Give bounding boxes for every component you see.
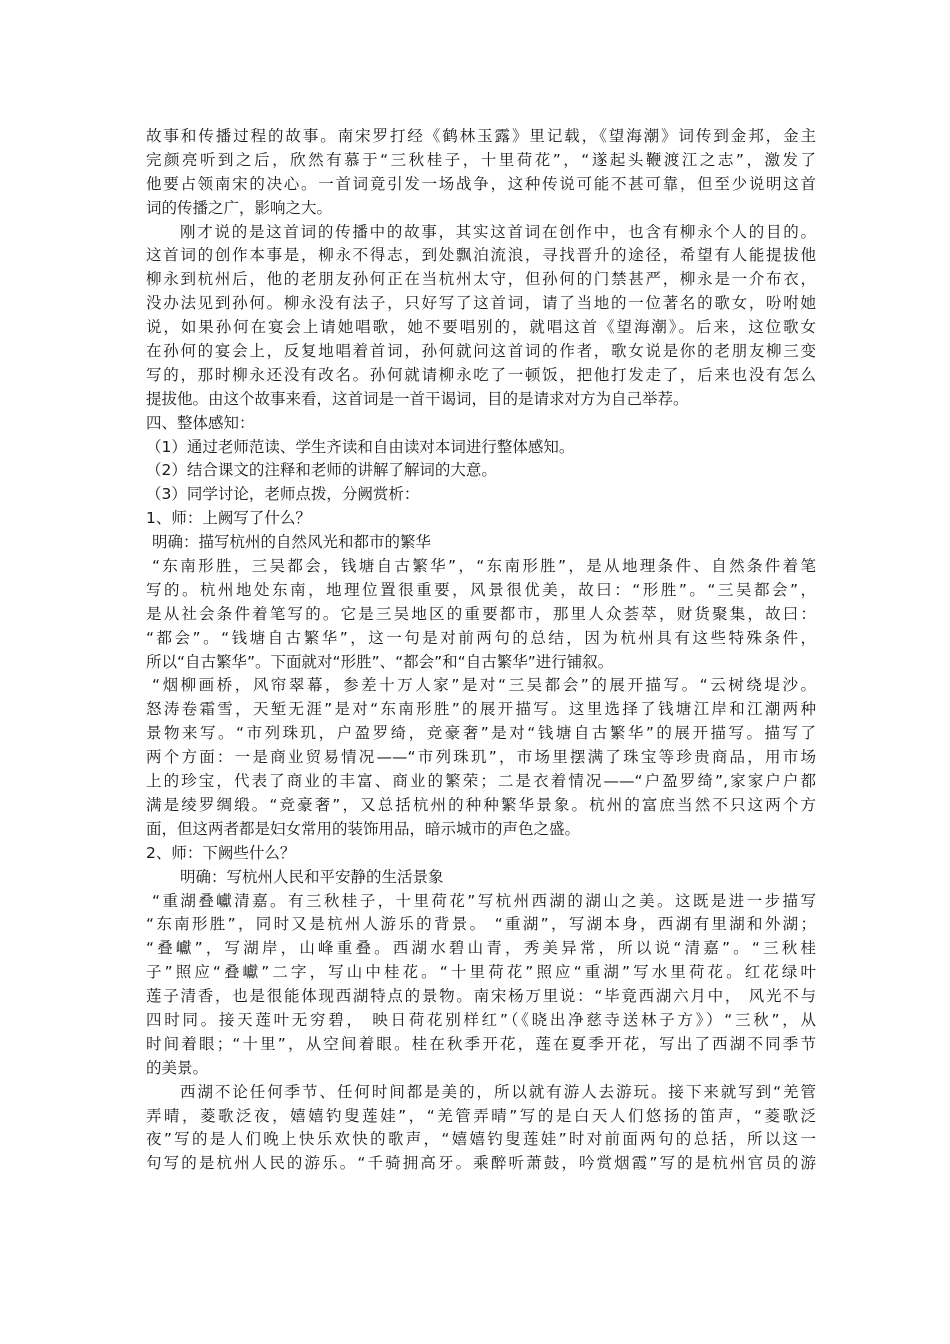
text-line: “东南形胜，三吴都会，钱塘自古繁华”，“东南形胜”，是从地理条件、自然条件着笔: [152, 557, 816, 576]
text-line: 夜”写的是人们晚上快乐欢快的歌声，“嬉嬉钓叟莲娃”时对前面两句的总括，所以这一: [146, 1130, 816, 1149]
text-line: 景物来写。“市列珠玑，户盈罗绮，竞豪奢”是对“钱塘自古繁华”的展开描写。描写了: [146, 724, 816, 743]
text-line: 怒涛卷霜雪，天堑无涯”是对“东南形胜”的展开描写。这里选择了钱塘江岸和江潮两种: [146, 700, 816, 719]
text-line: 故事和传播过程的故事。南宋罗打经《鹤林玉露》里记载，《望海潮》词传到金邦，金主: [146, 127, 816, 145]
text-line: 弄晴，菱歌泛夜，嬉嬉钓叟莲娃”，“羌管弄晴”写的是白天人们悠扬的笛声，“菱歌泛: [146, 1106, 816, 1125]
document-body: [146, 125, 816, 1176]
text-line: 提拔他。由这个故事来看，这首词是一首干谒词，目的是请求对方为自己举荐。: [146, 389, 689, 408]
section-heading: 四、整体感知：: [146, 413, 255, 432]
text-line: 句写的是杭州人民的游乐。“千骑拥高牙。乘醉听萧鼓，吟赏烟霞”写的是杭州官员的游: [146, 1154, 816, 1173]
text-line: 时间着眼；“十里”，从空间着眼。桂在秋季开花，莲在夏季开花，写出了西湖不同季节: [146, 1034, 816, 1053]
text-line: 莲子清香，也是很能体现西湖特点的景物。南宋杨万里说：“毕竟西湖六月中， 风光不与: [146, 987, 816, 1006]
text-line: 完颜亮听到之后，欣然有慕于“三秋桂子，十里荷花”，“遂起头鞭渡江之志”，激发了: [146, 150, 816, 169]
list-item: （1）通过老师范读、学生齐读和自由读对本词进行整体感知。: [146, 437, 575, 456]
text-line: 是从社会条件着笔写的。它是三吴地区的重要都市，那里人众荟萃，财货聚集，故曰：: [146, 604, 816, 623]
text-line: “都会”。“钱塘自古繁华”，这一句是对前两句的总结，因为杭州具有这些特殊条件，: [146, 628, 816, 647]
text-line: 面，但这两者都是妇女常用的装饰用品，暗示城市的声色之盛。: [146, 819, 581, 838]
text-line: “重湖叠巘清嘉。有三秋桂子，十里荷花”写杭州西湖的湖山之美。这既是进一步描写: [152, 891, 816, 910]
paragraph-start-line: 西湖不论任何季节、任何时间都是美的，所以就有游人去游玩。接下来就写到“羌管: [180, 1082, 816, 1101]
question-heading: 2、师：下阙些什么？: [146, 843, 296, 862]
text-line: “烟柳画桥，风帘翠幕，参差十万人家”是对“三吴都会”的展开描写。“云树绕堤沙。: [152, 676, 816, 695]
answer-line: 明确：描写杭州的自然风光和都市的繁华: [152, 533, 432, 552]
text-line: 在孙何的宴会上，反复地唱着首词，孙何就问这首词的作者，歌女说是你的老朋友柳三变: [146, 342, 816, 361]
text-line: 词的传播之广，影响之大。: [146, 198, 333, 217]
text-line: 四时同。接天莲叶无穷碧， 映日荷花别样红”（《晓出净慈寺送林子方》）“三秋”，从: [146, 1010, 816, 1029]
text-line: 上的珍宝，代表了商业的丰富、商业的繁荣；二是衣着情况——“户盈罗绮”,家家户户都: [146, 772, 816, 791]
list-item: （3）同学讨论，老师点拨，分阙赏析：: [146, 485, 420, 504]
text-line: “东南形胜”，同时又是杭州人游乐的背景。 “重湖”，写湖本身，西湖有里湖和外湖；: [146, 915, 816, 934]
text-line: 说，如果孙何在宴会上请她唱歌，她不要唱别的，就唱这首《望海潮》。后来，这位歌女: [146, 318, 816, 337]
list-item: （2）结合课文的注释和老师的讲解了解词的大意。: [146, 461, 497, 480]
text-line: 他要占领南宋的决心。一首词竟引发一场战争，这种传说可能不甚可靠，但至少说明这首: [146, 174, 816, 193]
answer-line: 明确：写杭州人民和平安静的生活景象: [180, 867, 444, 886]
text-line: 子”照应“叠巘”二字，写山中桂花。“十里荷花”照应“重湖”写水里荷花。红花绿叶: [146, 963, 816, 982]
text-line: 两个方面：一是商业贸易情况——“市列珠玑”，市场里摆满了珠宝等珍贵商品，用市场: [146, 748, 816, 767]
text-line: 的美景。: [146, 1058, 209, 1077]
text-line: 满是绫罗绸缎。“竞豪奢”，又总括杭州的种种繁华景象。杭州的富庶当然不只这两个方: [146, 795, 816, 814]
paragraph-start-line: 刚才说的是这首词的传播中的故事，其实这首词在创作中，也含有柳永个人的目的。: [180, 222, 816, 241]
text-line: 所以“自古繁华”。下面就对“形胜”、“都会”和“自古繁华”进行铺叙。: [146, 652, 614, 671]
text-line: 写的。杭州地处东南，地理位置很重要，风景很优美，故曰：“形胜”。“三吴都会”，: [146, 580, 816, 599]
question-heading: 1、师：上阙写了什么？: [146, 509, 311, 528]
text-line: “叠巘”，写湖岸，山峰重叠。西湖水碧山青，秀美异常，所以说“清嘉”。“三秋桂: [146, 939, 816, 958]
text-line: 柳永到杭州后，他的老朋友孙何正在当杭州太守，但孙何的门禁甚严，柳永是一介布衣，: [146, 270, 816, 289]
text-line: 这首词的创作本事是，柳永不得志，到处飘泊流浪，寻找晋升的途径，希望有人能提拔他: [146, 246, 816, 265]
text-line: 没办法见到孙何。柳永没有法子，只好写了这首词，请了当地的一位著名的歌女，吩咐她: [146, 294, 816, 313]
text-line: 写的，那时柳永还没有改名。孙何就请柳永吃了一顿饭，把他打发走了，后来也没有怎么: [146, 365, 816, 384]
